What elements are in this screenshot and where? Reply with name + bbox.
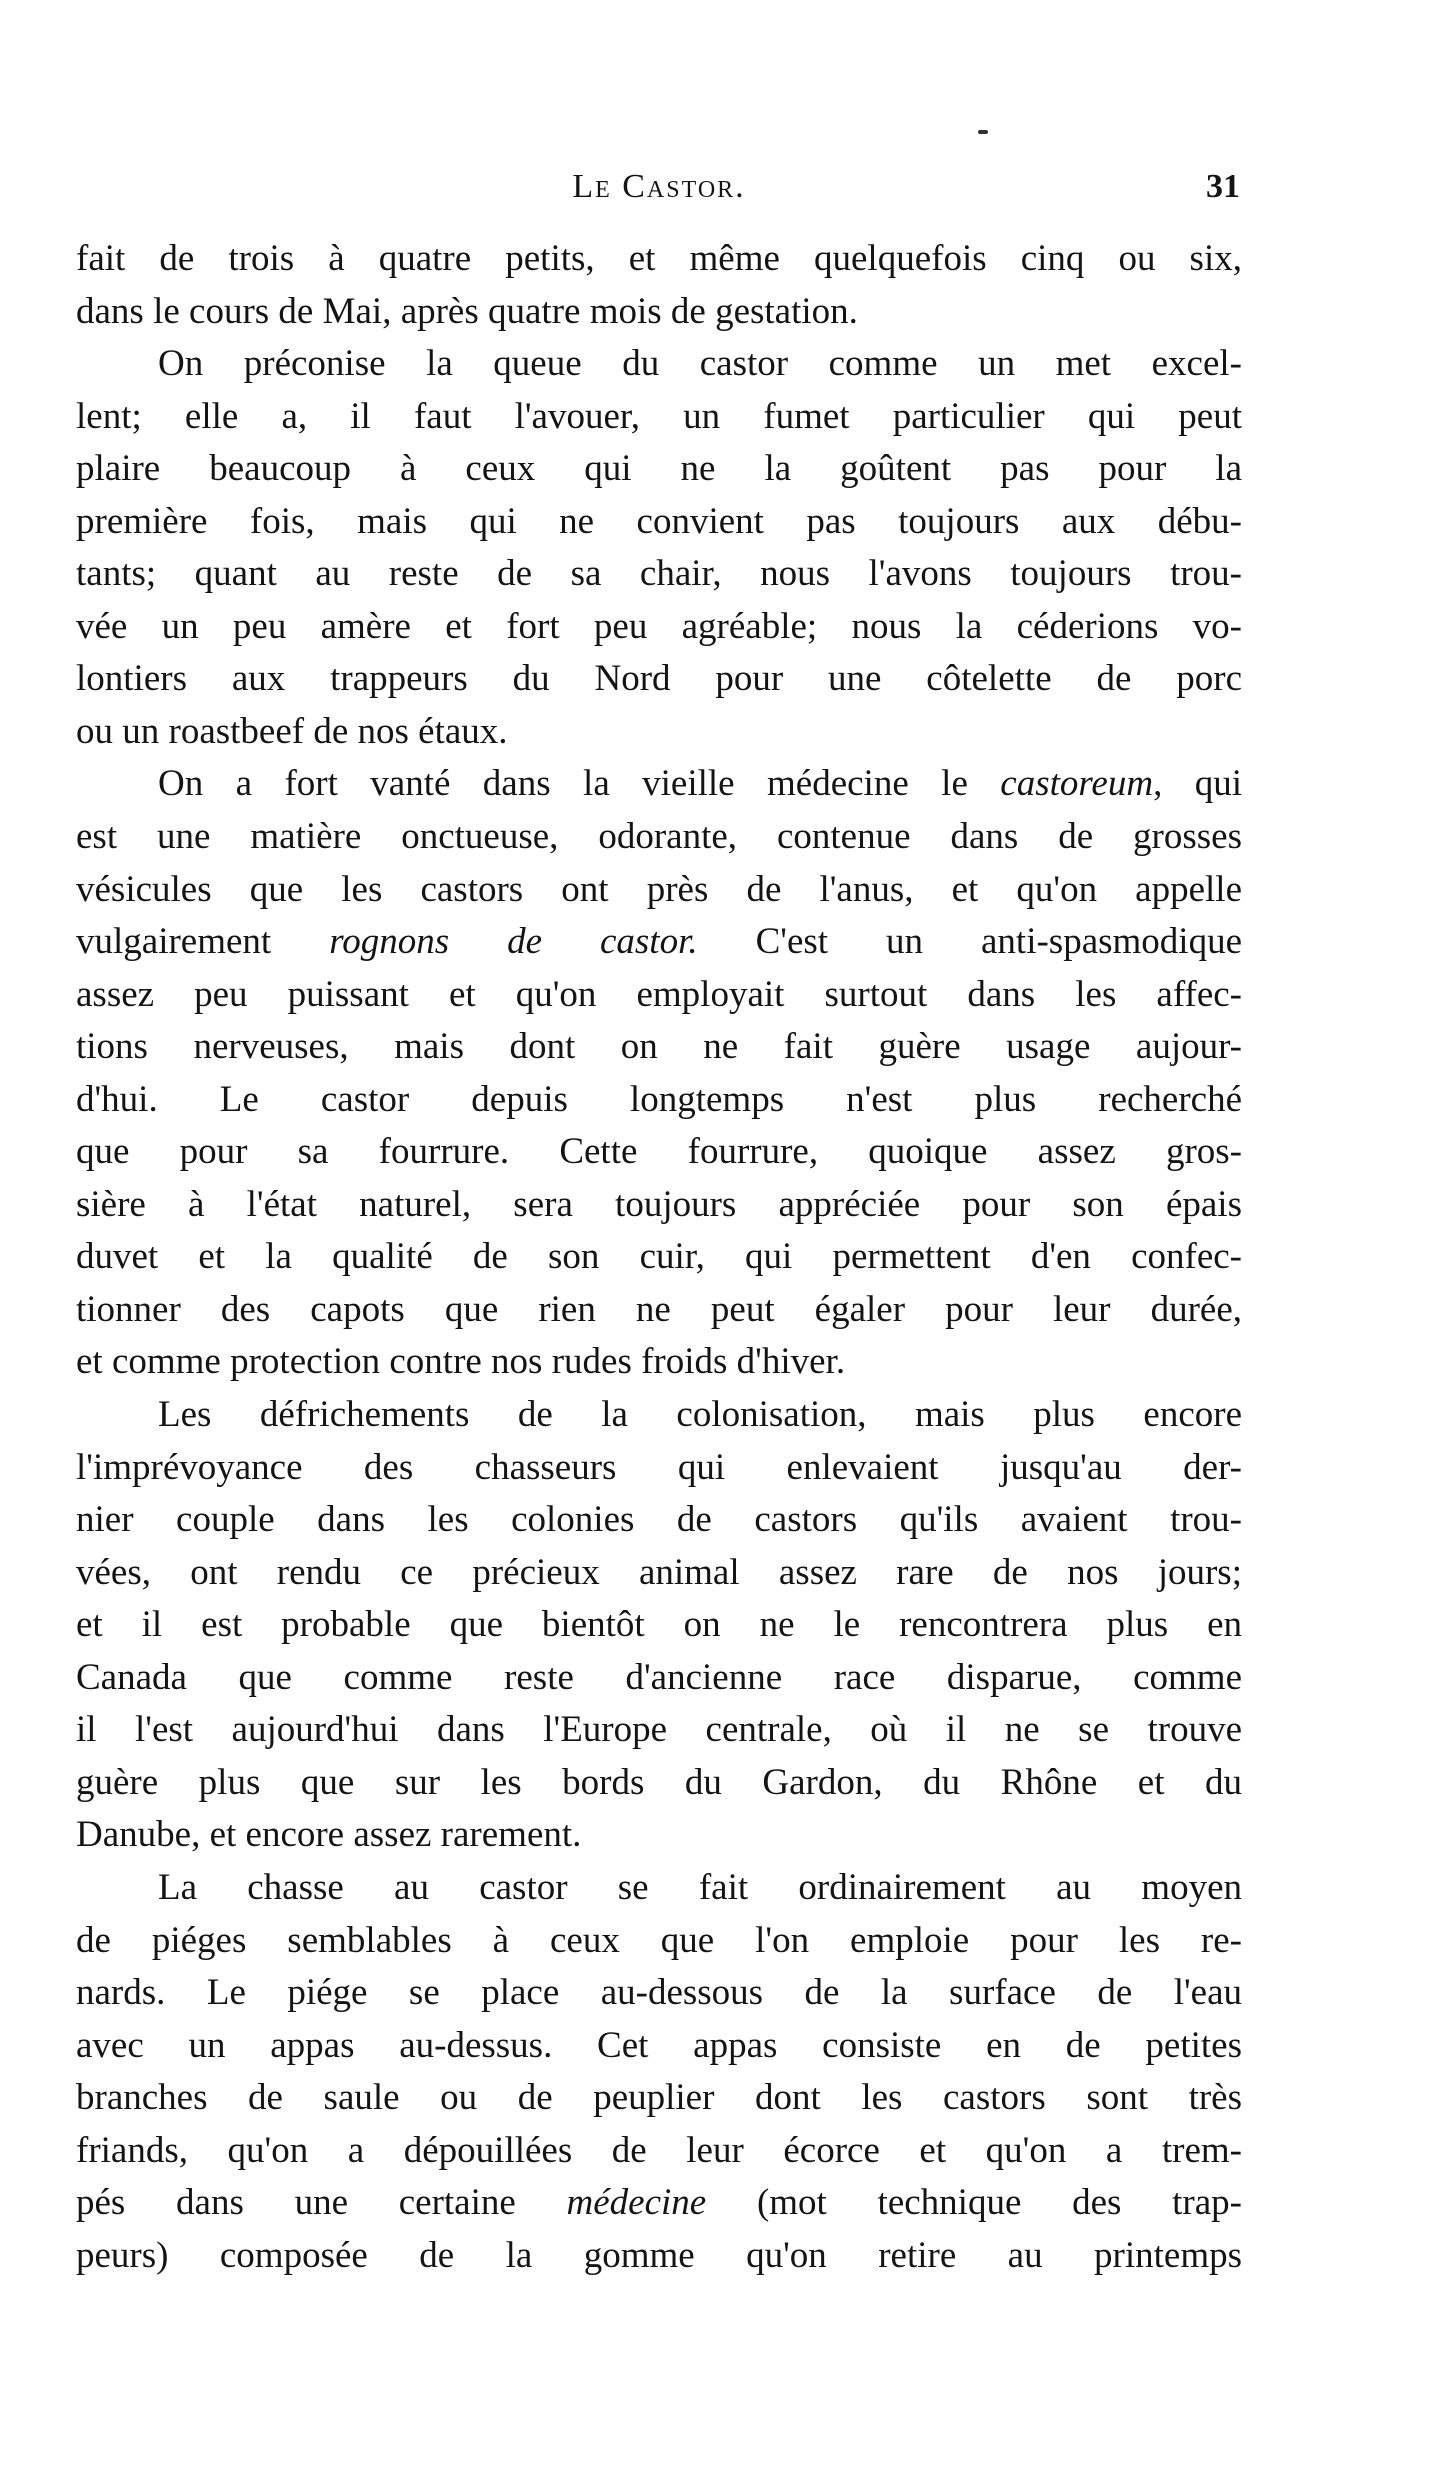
- text-line: [76, 1231, 1242, 1284]
- text-line: [76, 1494, 1242, 1547]
- text-segment: Canada que comme reste d'ancienne race disparue, comme: [76, 1656, 1242, 1698]
- text-line: [76, 1967, 1242, 2020]
- text-line: [76, 338, 1242, 391]
- text-line: [76, 1704, 1242, 1757]
- text-segment: La chasse au castor se fait ordinairement au moyen: [158, 1866, 1242, 1908]
- text-line: [76, 1757, 1242, 1810]
- text-segment: ou un roastbeef de nos étaux.: [76, 710, 508, 752]
- running-title: Le Castor.: [572, 168, 746, 205]
- text-line: [76, 706, 1242, 759]
- text-line: [76, 1442, 1242, 1495]
- text-line: [76, 548, 1242, 601]
- text-segment: vées, ont rendu ce précieux animal assez rare de nos jours;: [76, 1551, 1242, 1593]
- text-segment: est une matière onctueuse, odorante, contenue dans de grosses: [76, 816, 1242, 858]
- running-head: [78, 168, 1240, 222]
- text-line: [76, 1915, 1242, 1968]
- text-segment: première fois, mais qui ne convient pas toujours aux débu-: [76, 500, 1242, 542]
- text-segment: friands, qu'on a dépouillées de leur écorce et qu'on a trem-: [76, 2129, 1242, 2171]
- text-segment: plaire beaucoup à ceux qui ne la goûtent pas pour la: [76, 448, 1242, 490]
- body-text: [76, 233, 1242, 2282]
- text-line: [76, 1547, 1242, 1600]
- text-line: [76, 443, 1242, 496]
- text-segment: et comme protection contre nos rudes froids d'hiver.: [76, 1341, 846, 1383]
- text-line: [76, 1599, 1242, 1652]
- text-line: [76, 653, 1242, 706]
- text-segment: duvet et la qualité de son cuir, qui permettent d'en confec-: [76, 1236, 1242, 1278]
- text-segment: C'est un anti-spasmodique: [697, 921, 1243, 963]
- text-segment: pés dans une certaine: [76, 2182, 567, 2224]
- text-line: [76, 2177, 1242, 2230]
- text-segment: que pour sa fourrure. Cette fourrure, quoique assez gros-: [76, 1131, 1242, 1173]
- text-segment: On préconise la queue du castor comme un met excel-: [158, 343, 1242, 385]
- paragraph: [76, 1862, 1242, 2282]
- text-segment: et il est probable que bientôt on ne le rencontrera plus en: [76, 1604, 1242, 1646]
- text-segment: guère plus que sur les bords du Gardon, du Rhône et du: [76, 1761, 1242, 1803]
- text-segment: avec un appas au-dessus. Cet appas consiste en de petites: [76, 2024, 1242, 2066]
- text-line: [76, 1126, 1242, 1179]
- text-line: [76, 233, 1242, 286]
- text-segment: On a fort vanté dans la vieille médecine le: [158, 763, 1001, 805]
- text-line: [76, 758, 1242, 811]
- text-segment: l'imprévoyance des chasseurs qui enlevaient jusqu'au der-: [76, 1446, 1242, 1488]
- text-segment: peurs) composée de la gomme qu'on retire au printemps: [76, 2234, 1242, 2276]
- text-segment: tions nerveuses, mais dont on ne fait guère usage aujour-: [76, 1026, 1242, 1068]
- text-segment: d'hui. Le castor depuis longtemps n'est plus recherché: [76, 1078, 1242, 1120]
- text-line: [76, 2230, 1242, 2283]
- text-line: [76, 864, 1242, 917]
- text-segment: nier couple dans les colonies de castors qu'ils avaient trou-: [76, 1499, 1242, 1541]
- text-segment: sière à l'état naturel, sera toujours appréciée pour son épais: [76, 1183, 1242, 1225]
- italic-text: castoreum: [1000, 763, 1154, 805]
- paragraph: [76, 1389, 1242, 1862]
- text-line: [76, 2020, 1242, 2073]
- text-segment: vée un peu amère et fort peu agréable; nous la céderions vo-: [76, 605, 1242, 647]
- text-segment: vulgairement: [76, 921, 330, 963]
- text-line: [76, 1179, 1242, 1232]
- text-line: [76, 1652, 1242, 1705]
- text-line: [76, 969, 1242, 1022]
- paragraph: [76, 338, 1242, 758]
- italic-text: rognons de castor.: [329, 921, 698, 963]
- text-line: [76, 1021, 1242, 1074]
- text-segment: il l'est aujourd'hui dans l'Europe centrale, où il ne se trouve: [76, 1709, 1242, 1751]
- italic-text: médecine: [566, 2182, 707, 2224]
- paragraph: [76, 758, 1242, 1389]
- text-segment: (mot technique des trap-: [706, 2182, 1242, 2224]
- text-segment: lontiers aux trappeurs du Nord pour une côtelette de porc: [76, 658, 1242, 700]
- text-line: [76, 601, 1242, 654]
- text-line: [76, 286, 1242, 339]
- text-segment: de piéges semblables à ceux que l'on emploie pour les re-: [76, 1919, 1242, 1961]
- text-line: [76, 496, 1242, 549]
- print-speck: [978, 130, 988, 134]
- text-line: [76, 1809, 1242, 1862]
- page-number: 31: [1206, 168, 1240, 205]
- text-line: [76, 1336, 1242, 1389]
- text-segment: nards. Le piége se place au-dessous de la surface de l'eau: [76, 1972, 1242, 2014]
- text-line: [76, 1074, 1242, 1127]
- text-line: [76, 1284, 1242, 1337]
- text-segment: assez peu puissant et qu'on employait surtout dans les affec-: [76, 973, 1242, 1015]
- text-line: [76, 2072, 1242, 2125]
- text-line: [76, 2125, 1242, 2178]
- paragraph: [76, 233, 1242, 338]
- text-line: [76, 916, 1242, 969]
- text-segment: , qui: [1153, 763, 1242, 805]
- text-segment: fait de trois à quatre petits, et même quelquefois cinq ou six,: [76, 238, 1242, 279]
- text-segment: Les défrichements de la colonisation, mais plus encore: [158, 1394, 1242, 1436]
- text-line: [76, 1389, 1242, 1442]
- text-segment: vésicules que les castors ont près de l'anus, et qu'on appelle: [76, 868, 1242, 910]
- text-segment: tants; quant au reste de sa chair, nous l'avons toujours trou-: [76, 553, 1242, 595]
- text-segment: lent; elle a, il faut l'avouer, un fumet particulier qui peut: [76, 395, 1242, 437]
- text-line: [76, 811, 1242, 864]
- text-line: [76, 1862, 1242, 1915]
- text-segment: dans le cours de Mai, après quatre mois de gestation.: [76, 290, 858, 332]
- text-segment: Danube, et encore assez rarement.: [76, 1814, 582, 1856]
- text-line: [76, 391, 1242, 444]
- text-segment: branches de saule ou de peuplier dont les castors sont très: [76, 2077, 1242, 2119]
- text-segment: tionner des capots que rien ne peut égaler pour leur durée,: [76, 1288, 1242, 1330]
